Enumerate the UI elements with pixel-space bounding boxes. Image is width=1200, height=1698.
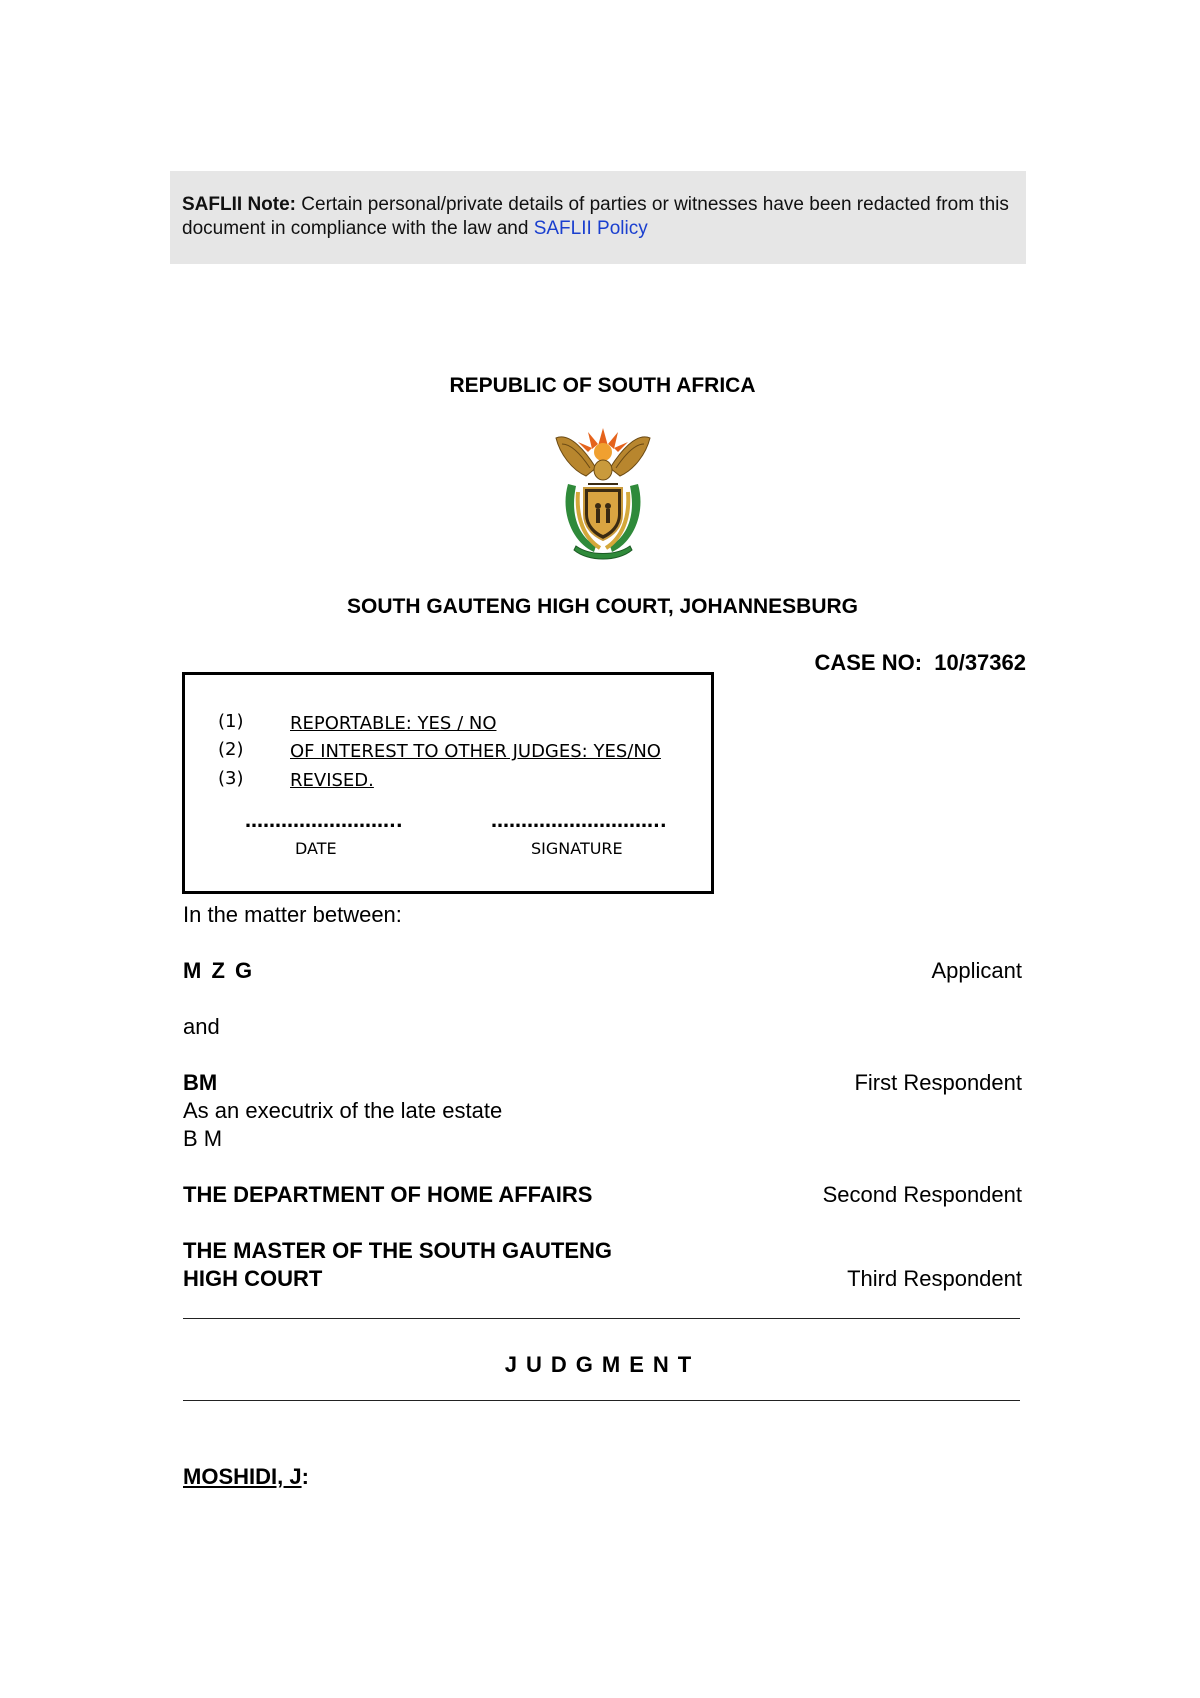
first-respondent-name: BM xyxy=(183,1070,218,1095)
saflii-policy-link[interactable]: SAFLII Policy xyxy=(533,218,648,239)
matter-intro: In the matter between: xyxy=(183,902,402,927)
item-number: (2) xyxy=(218,739,244,760)
reportable-line: REPORTABLE: YES / NO xyxy=(290,713,497,734)
third-respondent-name: THE MASTER OF THE SOUTH GAUTENG xyxy=(183,1238,612,1263)
second-respondent-role: Second Respondent xyxy=(822,1182,1022,1207)
reportable-box xyxy=(182,672,714,894)
third-respondent-role: Third Respondent xyxy=(847,1266,1022,1291)
signature-label: SIGNATURE xyxy=(531,839,623,858)
note-text: Certain personal/private details of parties or witnesses have been redacted from this document in compliance with the law and xyxy=(182,194,1009,239)
and-text: and xyxy=(183,1014,220,1039)
divider-top xyxy=(183,1318,1020,1319)
first-respondent-desc-2: B M xyxy=(183,1126,223,1151)
judge-name-text: MOSHIDI, J xyxy=(183,1464,302,1489)
item-number: (3) xyxy=(218,768,244,789)
republic-heading: REPUBLIC OF SOUTH AFRICA xyxy=(449,374,756,397)
item-number: (1) xyxy=(218,711,244,732)
first-respondent-desc: As an executrix of the late estate xyxy=(183,1098,503,1123)
signature-dots: ……………………….. xyxy=(491,811,667,832)
interest-line: OF INTEREST TO OTHER JUDGES: YES/NO xyxy=(290,741,661,762)
judgment-heading: JUDGMENT xyxy=(504,1352,701,1377)
coat-of-arms-icon xyxy=(548,422,658,564)
date-dots: …………………….. xyxy=(245,811,403,832)
case-number: CASE NO: 10/37362 xyxy=(814,650,1026,675)
third-respondent-name-2: HIGH COURT xyxy=(183,1266,323,1291)
note-label: SAFLII Note: xyxy=(182,194,296,215)
second-respondent-name: THE DEPARTMENT OF HOME AFFAIRS xyxy=(183,1182,593,1207)
first-respondent-role: First Respondent xyxy=(854,1070,1022,1095)
applicant-name: M Z G xyxy=(183,958,255,983)
court-heading: SOUTH GAUTENG HIGH COURT, JOHANNESBURG xyxy=(346,595,859,618)
revised-line: REVISED. xyxy=(290,770,374,791)
saflii-note xyxy=(170,171,1026,264)
date-label: DATE xyxy=(295,839,337,858)
divider-bottom xyxy=(183,1400,1020,1401)
judge-colon: : xyxy=(301,1464,309,1489)
judge-name xyxy=(183,1464,309,1490)
applicant-role: Applicant xyxy=(931,958,1022,983)
